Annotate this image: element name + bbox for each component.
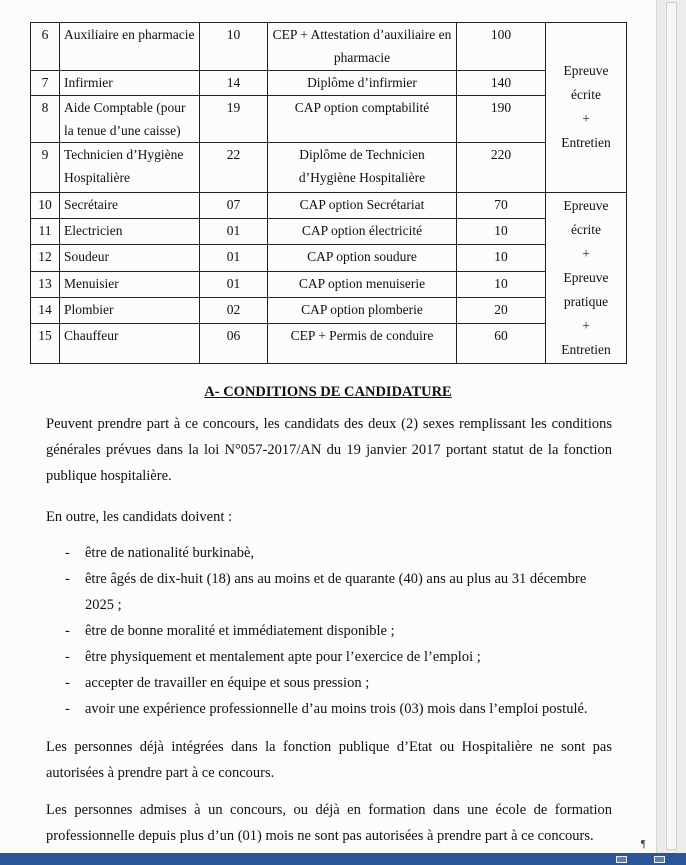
requirements-intro: En outre, les candidats doivent :: [46, 509, 233, 525]
table-row: [31, 245, 627, 271]
evaluation-mode-group-2: [546, 192, 627, 363]
list-dash: -: [65, 701, 70, 717]
job-title: Plombier: [60, 297, 200, 323]
candidates-count: 20: [457, 297, 546, 323]
job-title: Electricien: [60, 219, 200, 245]
eval-line: Epreuve: [563, 63, 609, 79]
table-row: [31, 70, 627, 95]
row-number: 10: [31, 192, 60, 218]
list-item: [46, 644, 612, 670]
job-title: Secrétaire: [60, 192, 200, 218]
positions-count: 10: [200, 23, 268, 71]
eval-line: Epreuve: [563, 197, 609, 213]
list-item: [46, 696, 612, 722]
eval-line: pratique: [563, 293, 609, 309]
positions-count: 02: [200, 297, 268, 323]
exclusion-paragraph-1: Les personnes déjà intégrées dans la fonction publique d’Etat ou Hospitalière ne sont pas autorisées à prendre part à ce concours.: [46, 739, 612, 781]
table-row: [31, 23, 627, 71]
positions-count: 14: [200, 70, 268, 95]
table-row: [31, 297, 627, 323]
scrollbar-thumb[interactable]: [666, 2, 677, 850]
eval-line: +: [582, 317, 590, 333]
intro-paragraph: Peuvent prendre part à ce concours, les candidats des deux (2) sexes remplissant les conditions générales prévues dans la loi N°057-2017/AN du 19 janvier 2017 portant statut de la fonction publique hospitalière.: [46, 416, 612, 484]
required-diploma: CAP option plomberie: [268, 297, 457, 323]
list-item: [46, 618, 612, 644]
requirement-text: avoir une expérience professionnelle d’au moins trois (03) mois dans l’emploi postulé.: [85, 701, 588, 717]
required-diploma: CAP option Secrétariat: [268, 192, 457, 218]
row-number: 13: [31, 271, 60, 297]
eval-line: +: [582, 245, 590, 261]
candidates-count: 100: [457, 23, 546, 71]
positions-count: 07: [200, 192, 268, 218]
candidates-count: 70: [457, 192, 546, 218]
status-bar: [0, 853, 686, 865]
required-diploma: Diplôme de Technicien d’Hygiène Hospitalière: [268, 143, 457, 193]
table-row: [31, 192, 627, 218]
row-number: 7: [31, 70, 60, 95]
read-mode-icon[interactable]: [616, 856, 627, 863]
row-number: 12: [31, 245, 60, 271]
table-row: [31, 219, 627, 245]
positions-count: 06: [200, 323, 268, 363]
list-dash: -: [65, 623, 70, 639]
candidates-count: 10: [457, 245, 546, 271]
row-number: 8: [31, 95, 60, 143]
table-row: [31, 323, 627, 363]
required-diploma: CEP + Permis de conduire: [268, 323, 457, 363]
row-number: 14: [31, 297, 60, 323]
exclusion-paragraph-2: Les personnes admises à un concours, ou déjà en formation dans une école de formation professionnelle depuis plus d’un (01) mois ne sont pas autorisées à prendre part à ce concours.: [46, 802, 612, 844]
required-diploma: CAP option électricité: [268, 219, 457, 245]
table-row: [31, 271, 627, 297]
job-title: Soudeur: [60, 245, 200, 271]
row-number: 9: [31, 143, 60, 193]
table-row: [31, 143, 627, 193]
required-diploma: Diplôme d’infirmier: [268, 70, 457, 95]
job-title: Menuisier: [60, 271, 200, 297]
positions-count: 19: [200, 95, 268, 143]
list-dash: -: [65, 649, 70, 665]
positions-count: 22: [200, 143, 268, 193]
row-number: 11: [31, 219, 60, 245]
required-diploma: CAP option soudure: [268, 245, 457, 271]
requirements-list: [46, 540, 612, 722]
print-layout-icon[interactable]: [654, 856, 665, 863]
requirement-text: être physiquement et mentalement apte pour l’exercice de l’emploi ;: [85, 649, 481, 665]
recruitment-table: [30, 22, 627, 364]
job-title: Technicien d’Hygiène Hospitalière: [60, 143, 200, 193]
job-title: Aide Comptable (pour la tenue d’une caisse): [60, 95, 200, 143]
requirement-text: être de nationalité burkinabè,: [85, 545, 255, 561]
paragraph-mark-icon: ¶: [641, 839, 646, 850]
table-row: [31, 95, 627, 143]
required-diploma: CAP option comptabilité: [268, 95, 457, 143]
required-diploma: CEP + Attestation d’auxiliaire en pharmacie: [268, 23, 457, 71]
eval-line: Entretien: [561, 135, 611, 151]
candidates-count: 220: [457, 143, 546, 193]
vertical-scrollbar[interactable]: [656, 0, 686, 853]
list-item: [46, 540, 612, 566]
job-title: Infirmier: [60, 70, 200, 95]
positions-count: 01: [200, 271, 268, 297]
job-title: Auxiliaire en pharmacie: [60, 23, 200, 71]
section-heading: A- CONDITIONS DE CANDIDATURE: [204, 384, 452, 400]
candidates-count: 190: [457, 95, 546, 143]
evaluation-mode-group-1: [546, 23, 627, 193]
eval-line: écrite: [571, 87, 601, 103]
row-number: 15: [31, 323, 60, 363]
required-diploma: CAP option menuiserie: [268, 271, 457, 297]
positions-count: 01: [200, 219, 268, 245]
candidates-count: 60: [457, 323, 546, 363]
row-number: 6: [31, 23, 60, 71]
candidates-count: 140: [457, 70, 546, 95]
list-item: [46, 566, 612, 618]
candidates-count: 10: [457, 271, 546, 297]
candidates-count: 10: [457, 219, 546, 245]
list-dash: -: [65, 675, 70, 691]
requirement-text: accepter de travailler en équipe et sous pression ;: [85, 675, 370, 691]
eval-line: +: [582, 111, 590, 127]
eval-line: Epreuve: [563, 269, 609, 285]
eval-line: Entretien: [561, 341, 611, 357]
requirement-text: être de bonne moralité et immédiatement disponible ;: [85, 623, 395, 639]
requirement-text: être âgés de dix-huit (18) ans au moins et de quarante (40) ans au plus au 31 décembre 2025 ;: [85, 571, 587, 613]
eval-line: écrite: [571, 221, 601, 237]
job-title: Chauffeur: [60, 323, 200, 363]
list-dash: -: [65, 571, 70, 587]
list-dash: -: [65, 545, 70, 561]
positions-count: 01: [200, 245, 268, 271]
list-item: [46, 670, 612, 696]
